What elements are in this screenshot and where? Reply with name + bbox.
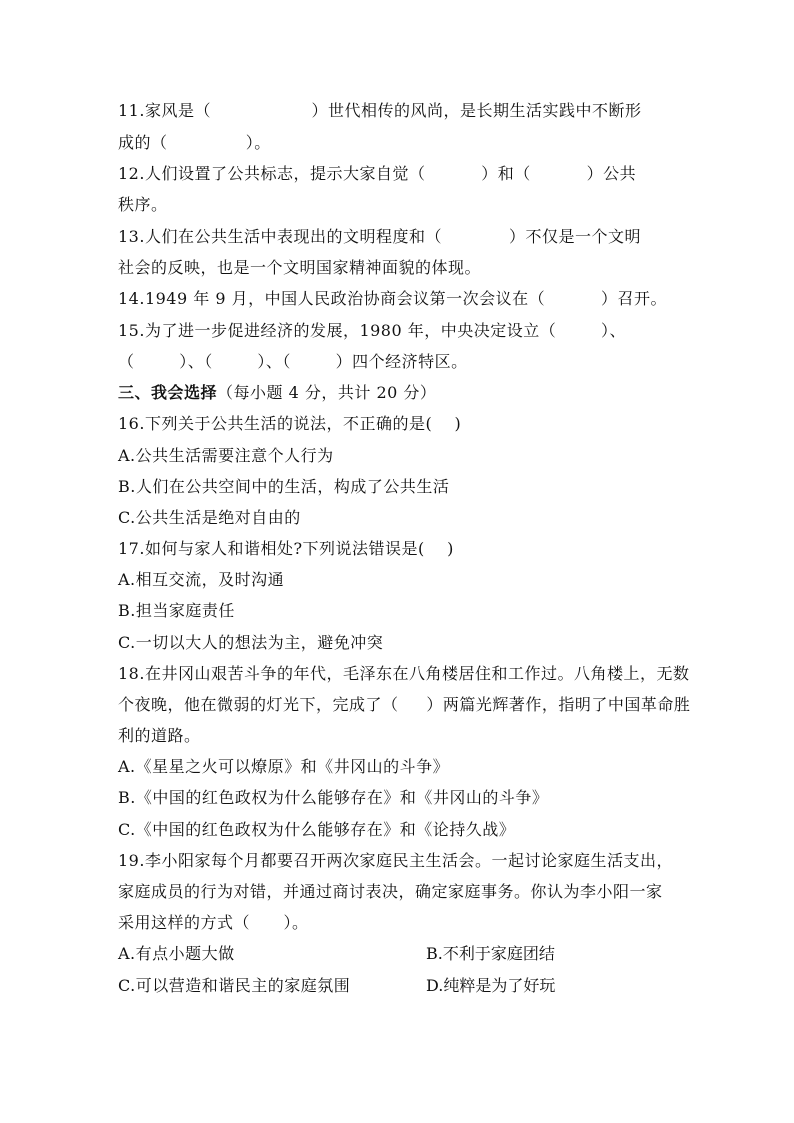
q16-option-a: A.公共生活需要注意个人行为 bbox=[118, 446, 334, 465]
q19-stem-line2: 家庭成员的行为对错，并通过商讨表决，确定家庭事务。你认为李小阳一家 bbox=[118, 882, 663, 901]
q16-stem: 16.下列关于公共生活的说法，不正确的是( ) bbox=[118, 414, 462, 433]
q19-option-b: B.不利于家庭团结 bbox=[426, 944, 555, 963]
q12-line2: 秩序。 bbox=[118, 195, 168, 214]
q17-stem: 17.如何与家人和谐相处?下列说法错误是( ) bbox=[118, 539, 454, 558]
q18-option-c: C.《中国的红色政权为什么能够存在》和《论持久战》 bbox=[118, 820, 516, 839]
q19-option-c: C.可以营造和谐民主的家庭氛围 bbox=[118, 976, 351, 995]
q18-stem-line2: 个夜晚，他在微弱的灯光下，完成了（ ）两篇光辉著作，指明了中国革命胜 bbox=[118, 695, 691, 714]
q19-option-d: D.纯粹是为了好玩 bbox=[426, 976, 556, 995]
section-3-heading bbox=[118, 383, 436, 403]
q16-option-b: B.人们在公共空间中的生活，构成了公共生活 bbox=[118, 477, 450, 496]
q18-option-a: A.《星星之火可以燎原》和《井冈山的斗争》 bbox=[118, 757, 450, 776]
q13-line1: 13.人们在公共生活中表现出的文明程度和（ ）不仅是一个文明 bbox=[118, 227, 641, 246]
q12-line1: 12.人们设置了公共标志，提示大家自觉（ ）和（ ）公共 bbox=[118, 164, 637, 183]
section-3-title: 三、我会选择 bbox=[118, 383, 218, 402]
q16-option-c: C.公共生活是绝对自由的 bbox=[118, 508, 301, 527]
q19-stem-line1: 19.李小阳家每个月都要召开两次家庭民主生活会。一起讨论家庭生活支出， bbox=[118, 851, 673, 870]
q19-stem-line3: 采用这样的方式（ ）。 bbox=[118, 913, 309, 932]
q17-option-a: A.相互交流，及时沟通 bbox=[118, 570, 285, 589]
q18-option-b: B.《中国的红色政权为什么能够存在》和《井冈山的斗争》 bbox=[118, 788, 549, 807]
q17-option-c: C.一切以大人的想法为主，避免冲突 bbox=[118, 633, 384, 652]
q19-option-a: A.有点小题大做 bbox=[118, 944, 235, 963]
q17-option-b: B.担当家庭责任 bbox=[118, 601, 235, 620]
q11-line1: 11.家风是（ ）世代相传的风尚，是长期生活实践中不断形 bbox=[118, 101, 642, 120]
q15-line2: （ ）、（ ）、（ ）四个经济特区。 bbox=[118, 352, 468, 371]
q13-line2: 社会的反映，也是一个文明国家精神面貌的体现。 bbox=[118, 258, 482, 277]
q15-line1: 15.为了进一步促进经济的发展，1980 年，中央决定设立（ ）、 bbox=[118, 321, 626, 340]
q18-stem-line3: 利的道路。 bbox=[118, 726, 201, 745]
q11-line2: 成的（ ）。 bbox=[118, 133, 271, 152]
q14-line1: 14.1949 年 9 月，中国人民政治协商会议第一次会议在（ ）召开。 bbox=[118, 289, 667, 308]
section-3-note: （每小题 4 分，共计 20 分） bbox=[217, 383, 437, 402]
q18-stem-line1: 18.在井冈山艰苦斗争的年代，毛泽东在八角楼居住和工作过。八角楼上，无数 bbox=[118, 664, 690, 683]
